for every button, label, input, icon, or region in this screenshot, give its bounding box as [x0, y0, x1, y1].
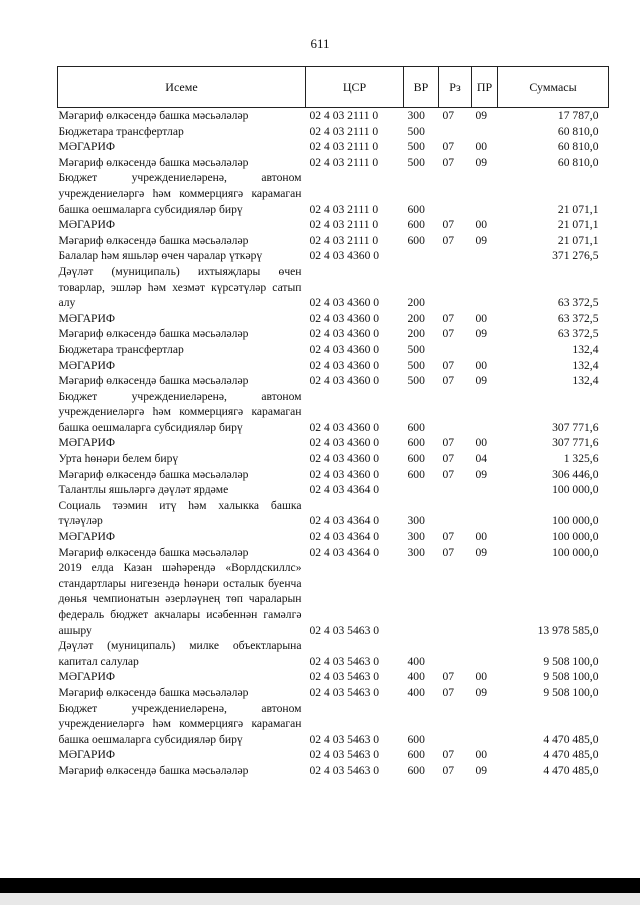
cell-vr: 600: [407, 452, 425, 466]
cell-csr: 02 4 03 4360 0: [309, 311, 380, 325]
cell-csr: 02 4 03 4364 0: [309, 483, 380, 497]
cell-sum: 21 071,1: [557, 218, 599, 232]
cell-pr: 09: [472, 108, 498, 124]
cell-csr: 02 4 03 2111 0: [309, 218, 379, 232]
table-row: [58, 763, 609, 779]
cell-sum: 100 000,0: [552, 514, 599, 528]
cell-csr: 02 4 03 4360 0: [309, 327, 380, 341]
table-row: [58, 451, 609, 467]
cell-sum: 63 372,5: [557, 311, 599, 325]
cell-csr: 02 4 03 4364 0: [309, 530, 380, 544]
cell-pr: 09: [475, 327, 488, 341]
cell-csr: 02 4 03 2111 0: [309, 124, 379, 138]
cell-csr: 02 4 03 5463 0: [309, 763, 380, 777]
cell-pr: 09: [475, 233, 488, 247]
page-number: 611: [310, 36, 330, 51]
cell-vr: 500: [407, 374, 425, 388]
cell-vr: 200: [407, 327, 425, 341]
cell-rz: 07: [442, 530, 455, 544]
cell-sum: 1 325,6: [563, 452, 599, 466]
table-row: [58, 248, 609, 264]
cell-vr: 500: [407, 342, 425, 356]
header-vr: ВР: [404, 67, 439, 108]
cell-name: 2019 елда Казан шәһәрендә «Ворлдскиллс» стандартлары нигезендә һөнәри осталык буенча дөнья чемпионатын әзерләүнең төп чараларын федераль бюджет акчалары исәбеннән гамәлгә ашыру: [58, 561, 302, 637]
cell-pr: 09: [475, 685, 488, 699]
cell-pr: 09: [475, 545, 488, 559]
cell-rz: 07: [442, 311, 455, 325]
cell-vr: 300: [407, 514, 425, 528]
cell-pr: 09: [475, 374, 488, 388]
cell-name: Мәгариф өлкәсендә башка мәсьәләләр: [58, 108, 306, 124]
cell-pr: 09: [475, 763, 488, 777]
cell-rz: 07: [442, 358, 455, 372]
cell-sum: 17 787,0: [498, 108, 609, 124]
cell-rz: [439, 170, 472, 217]
cell-name: Мәгариф өлкәсендә башка мәсьәләләр: [58, 374, 249, 388]
cell-rz: [439, 701, 472, 748]
cell-sum: 4 470 485,0: [543, 763, 599, 777]
cell-csr: 02 4 03 4360 0: [309, 249, 380, 263]
cell-sum: 132,4: [572, 358, 599, 372]
cell-vr: 600: [407, 420, 425, 434]
cell-vr: 600: [407, 202, 425, 216]
cell-pr: [472, 389, 498, 436]
table-row: [58, 170, 609, 217]
cell-rz: [439, 264, 472, 311]
cell-sum: 9 508 100,0: [543, 685, 599, 699]
cell-pr: [472, 248, 498, 264]
header-rz: Рз: [439, 67, 472, 108]
cell-pr: [472, 638, 498, 669]
header-pr: ПР: [472, 67, 498, 108]
cell-csr: 02 4 03 5463 0: [309, 685, 380, 699]
cell-name: Бюджет учреждениеләренә, автоном учреждениеләргә һәм коммерциягә карамаган башка оешмаларга субсидияләр бирү: [58, 389, 302, 434]
cell-sum: 21 071,1: [557, 202, 599, 216]
cell-csr: 02 4 03 2111 0: [309, 233, 379, 247]
table-row: [58, 342, 609, 358]
cell-vr: 400: [407, 670, 425, 684]
cell-sum: 371 276,5: [552, 249, 599, 263]
cell-csr: 02 4 03 4360 0: [309, 436, 380, 450]
cell-name: Дәүләт (муниципаль) милке объектларына капитал салулар: [58, 639, 302, 668]
table-row: [58, 139, 609, 155]
cell-rz: 07: [442, 748, 455, 762]
cell-csr: 02 4 03 4360 0: [309, 358, 380, 372]
cell-vr: 400: [407, 685, 425, 699]
table-row: [58, 545, 609, 561]
table-row: [58, 373, 609, 389]
cell-sum: 100 000,0: [552, 483, 599, 497]
cell-csr: 02 4 03 2111 0: [306, 108, 404, 124]
cell-pr: [472, 560, 498, 638]
table-row: [58, 124, 609, 140]
table-row: [58, 747, 609, 763]
cell-name: Мәгариф өлкәсендә башка мәсьәләләр: [58, 685, 249, 699]
cell-rz: [439, 638, 472, 669]
cell-name: Мәгариф өлкәсендә башка мәсьәләләр: [58, 763, 249, 777]
cell-pr: 00: [475, 218, 488, 232]
cell-pr: 09: [475, 467, 488, 481]
cell-csr: 02 4 03 4364 0: [309, 545, 380, 559]
cell-pr: [472, 170, 498, 217]
cell-pr: [472, 701, 498, 748]
cell-csr: 02 4 03 4360 0: [309, 467, 380, 481]
cell-pr: 00: [475, 311, 488, 325]
cell-sum: 132,4: [572, 342, 599, 356]
cell-name: Мәгариф өлкәсендә башка мәсьәләләр: [58, 155, 249, 169]
cell-rz: 07: [442, 140, 455, 154]
cell-csr: 02 4 03 5463 0: [309, 623, 380, 637]
table-row: [58, 482, 609, 498]
cell-rz: [439, 248, 472, 264]
cell-vr: [404, 248, 439, 264]
cell-pr: [472, 482, 498, 498]
cell-rz: 07: [442, 452, 455, 466]
cell-name: Мәгариф өлкәсендә башка мәсьәләләр: [58, 233, 249, 247]
cell-rz: 07: [442, 327, 455, 341]
cell-name: МӘГАРИФ: [58, 218, 115, 232]
table-row: [58, 498, 609, 529]
cell-rz: [439, 389, 472, 436]
cell-vr: 600: [407, 763, 425, 777]
cell-rz: 07: [442, 374, 455, 388]
table-row: [58, 217, 609, 233]
cell-vr: 300: [404, 108, 439, 124]
cell-csr: 02 4 03 4360 0: [309, 452, 380, 466]
cell-csr: 02 4 03 2111 0: [309, 155, 379, 169]
cell-sum: 9 508 100,0: [543, 654, 599, 668]
cell-vr: 500: [407, 155, 425, 169]
cell-rz: 07: [442, 155, 455, 169]
table-row: [58, 467, 609, 483]
cell-name: МӘГАРИФ: [58, 311, 115, 325]
cell-pr: [472, 342, 498, 358]
table-row: [58, 389, 609, 436]
cell-name: Дәүләт (муниципаль) ихтыяҗлары өчен товарлар, эшләр һәм хезмәт күрсәтүләр сатып алу: [58, 264, 302, 310]
cell-vr: 300: [407, 545, 425, 559]
cell-pr: 00: [475, 670, 488, 684]
cell-sum: 307 771,6: [552, 436, 599, 450]
cell-rz: 07: [442, 545, 455, 559]
cell-name: МӘГАРИФ: [58, 530, 115, 544]
table-row: [58, 669, 609, 685]
table-header: [58, 67, 609, 108]
cell-sum: 306 446,0: [552, 467, 599, 481]
cell-sum: 13 978 585,0: [537, 623, 599, 637]
cell-csr: 02 4 03 4360 0: [309, 374, 380, 388]
cell-name: Урта һөнәри белем бирү: [58, 452, 179, 466]
cell-vr: 300: [407, 530, 425, 544]
table-row: [58, 435, 609, 451]
table-row: [58, 560, 609, 638]
cell-rz: [439, 482, 472, 498]
cell-csr: 02 4 03 4360 0: [309, 420, 380, 434]
cell-vr: 600: [407, 467, 425, 481]
table-row: [58, 326, 609, 342]
scan-edge-bar: [0, 878, 640, 893]
cell-pr: [472, 264, 498, 311]
cell-sum: 307 771,6: [552, 420, 599, 434]
cell-name: МӘГАРИФ: [58, 748, 115, 762]
cell-sum: 4 470 485,0: [543, 732, 599, 746]
cell-vr: 500: [407, 140, 425, 154]
table-row: [58, 233, 609, 249]
table-row: [58, 701, 609, 748]
cell-name: Балалар һәм яшьләр өчен чаралар үткәрү: [58, 249, 263, 263]
scan-edge-shade: [0, 893, 640, 905]
cell-sum: 63 372,5: [557, 327, 599, 341]
cell-rz: 07: [442, 467, 455, 481]
cell-vr: 500: [407, 124, 425, 138]
cell-sum: 21 071,1: [557, 233, 599, 247]
cell-name: Бюджетара трансфертлар: [58, 124, 184, 138]
cell-rz: 07: [442, 436, 455, 450]
table-row: [58, 529, 609, 545]
budget-table: [57, 66, 609, 779]
cell-pr: [472, 498, 498, 529]
cell-vr: [404, 560, 439, 638]
cell-name: Бюджет учреждениеләренә, автоном учреждениеләргә һәм коммерциягә карамаган башка оешмаларга субсидияләр бирү: [58, 701, 302, 746]
table-row: [58, 264, 609, 311]
cell-name: МӘГАРИФ: [58, 670, 115, 684]
cell-rz: 07: [442, 218, 455, 232]
table-row: [58, 638, 609, 669]
cell-csr: 02 4 03 5463 0: [309, 670, 380, 684]
cell-rz: 07: [442, 685, 455, 699]
cell-pr: 00: [475, 748, 488, 762]
cell-csr: 02 4 03 2111 0: [309, 140, 379, 154]
cell-vr: 500: [407, 358, 425, 372]
table-row: [58, 311, 609, 327]
cell-name: МӘГАРИФ: [58, 358, 115, 372]
table-body: [58, 108, 609, 779]
header-csr: ЦСР: [306, 67, 404, 108]
cell-name: МӘГАРИФ: [58, 436, 115, 450]
cell-rz: 07: [442, 670, 455, 684]
cell-csr: 02 4 03 2111 0: [309, 202, 379, 216]
cell-vr: 200: [407, 311, 425, 325]
cell-rz: [439, 560, 472, 638]
cell-vr: 200: [407, 296, 425, 310]
cell-pr: 00: [475, 140, 488, 154]
cell-name: Мәгариф өлкәсендә башка мәсьәләләр: [58, 467, 249, 481]
cell-name: Бюджет учреждениеләренә, автоном учреждениеләргә һәм коммерциягә карамаган башка оешмаларга субсидияләр бирү: [58, 171, 302, 216]
header-name: Исеме: [58, 67, 306, 108]
cell-rz: [439, 342, 472, 358]
cell-pr: 09: [475, 155, 488, 169]
cell-sum: 4 470 485,0: [543, 748, 599, 762]
cell-sum: 100 000,0: [552, 545, 599, 559]
cell-rz: 07: [442, 763, 455, 777]
cell-csr: 02 4 03 5463 0: [309, 748, 380, 762]
cell-pr: 00: [475, 436, 488, 450]
cell-vr: 400: [407, 654, 425, 668]
cell-csr: 02 4 03 4360 0: [309, 342, 380, 356]
cell-csr: 02 4 03 5463 0: [309, 654, 380, 668]
cell-vr: 600: [407, 732, 425, 746]
cell-name: Мәгариф өлкәсендә башка мәсьәләләр: [58, 327, 249, 341]
header-sum: Суммасы: [498, 67, 609, 108]
cell-name: МӘГАРИФ: [58, 140, 115, 154]
cell-vr: 600: [407, 218, 425, 232]
cell-vr: 600: [407, 748, 425, 762]
cell-rz: [439, 498, 472, 529]
cell-pr: 00: [475, 358, 488, 372]
cell-pr: 00: [475, 530, 488, 544]
cell-sum: 60 810,0: [557, 140, 599, 154]
cell-sum: 132,4: [572, 374, 599, 388]
cell-sum: 60 810,0: [557, 155, 599, 169]
cell-name: Талантлы яшьләргә дәүләт ярдәме: [58, 483, 229, 497]
table-row: [58, 108, 609, 124]
cell-sum: 60 810,0: [557, 124, 599, 138]
table-row: [58, 685, 609, 701]
cell-pr: [472, 124, 498, 140]
header-row: [58, 67, 609, 108]
cell-rz: 07: [439, 108, 472, 124]
cell-sum: 63 372,5: [557, 296, 599, 310]
cell-name: Бюджетара трансфертлар: [58, 342, 184, 356]
cell-vr: [404, 482, 439, 498]
cell-name: Социаль тәэмин итү һәм халыкка башка түләүләр: [58, 498, 302, 528]
cell-name: Мәгариф өлкәсендә башка мәсьәләләр: [58, 545, 249, 559]
cell-rz: 07: [442, 233, 455, 247]
cell-csr: 02 4 03 4360 0: [309, 296, 380, 310]
cell-vr: 600: [407, 233, 425, 247]
cell-csr: 02 4 03 5463 0: [309, 732, 380, 746]
cell-sum: 100 000,0: [552, 530, 599, 544]
cell-pr: 04: [475, 452, 488, 466]
cell-csr: 02 4 03 4364 0: [309, 514, 380, 528]
table-row: [58, 358, 609, 374]
cell-rz: [439, 124, 472, 140]
table-row: [58, 155, 609, 171]
cell-vr: 600: [407, 436, 425, 450]
cell-sum: 9 508 100,0: [543, 670, 599, 684]
